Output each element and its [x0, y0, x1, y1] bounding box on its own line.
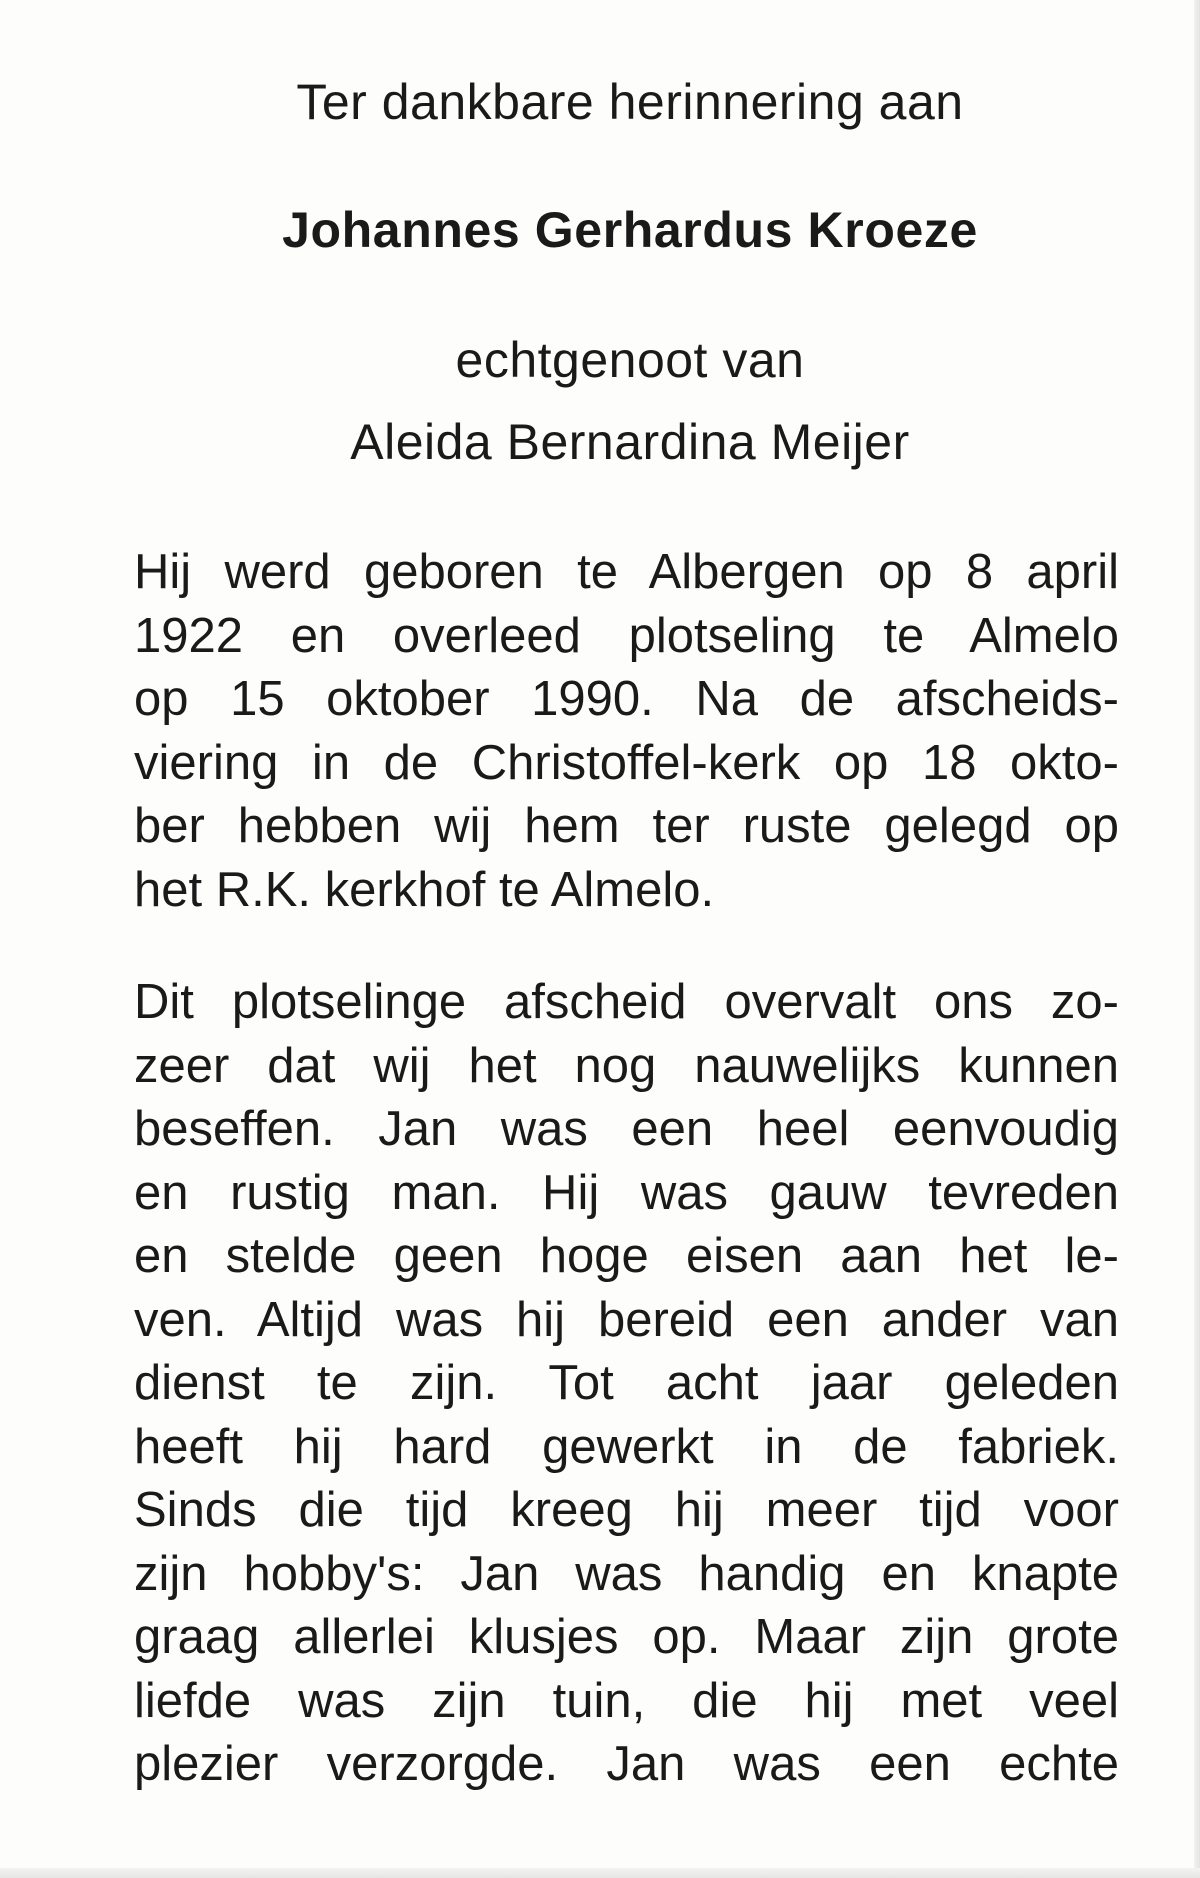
deceased-name: Johannes Gerhardus Kroeze [282, 202, 978, 258]
text-line: op 15 oktober 1990. Na de afscheids- [134, 672, 1119, 726]
text-line: 1922 en overleed plotseling te Almelo [134, 608, 1119, 663]
text-line: viering in de Christoffel-kerk op 18 okto- [134, 735, 1119, 790]
text-line: Sinds die tijd kreeg hij meer tijd voor [134, 1483, 1119, 1537]
text-line: graag allerlei klusjes op. Maar zijn grote [134, 1610, 1119, 1664]
text-line: heeft hij hard gewerkt in de fabriek. [134, 1419, 1119, 1474]
text-line: liefde was zijn tuin, die hij met veel [134, 1673, 1119, 1728]
text-line: ven. Altijd was hij bereid een ander van [134, 1292, 1119, 1347]
text-line: en rustig man. Hij was gauw tevreden [134, 1165, 1119, 1220]
text-line: zeer dat wij het nog nauwelijks kunnen [134, 1038, 1119, 1093]
text-line: zijn hobby's: Jan was handig en knapte [134, 1546, 1119, 1601]
text-line: Dit plotselinge afscheid overvalt ons zo- [134, 975, 1119, 1029]
card-edge-bottom [0, 1868, 1200, 1878]
card-edge-right [1194, 0, 1200, 1878]
remembrance-paragraph [134, 971, 1119, 1797]
spouse-name: Aleida Bernardina Meijer [350, 414, 910, 470]
text-line: het R.K. kerkhof te Almelo. [134, 862, 715, 917]
text-line: en stelde geen hoge eisen aan het le- [134, 1229, 1119, 1283]
text-line: dienst te zijn. Tot acht jaar geleden [134, 1356, 1119, 1410]
text-line: ber hebben wij hem ter ruste gelegd op [134, 799, 1119, 853]
text-line: plezier verzorgde. Jan was een echte [134, 1737, 1119, 1791]
text-line: beseffen. Jan was een heel eenvoudig [134, 1102, 1119, 1156]
text-line: Hij werd geboren te Albergen op 8 april [134, 545, 1119, 599]
biography-paragraph [134, 541, 1119, 922]
intro-line: Ter dankbare herinnering aan [296, 74, 964, 130]
relation-line: echtgenoot van [455, 332, 805, 388]
